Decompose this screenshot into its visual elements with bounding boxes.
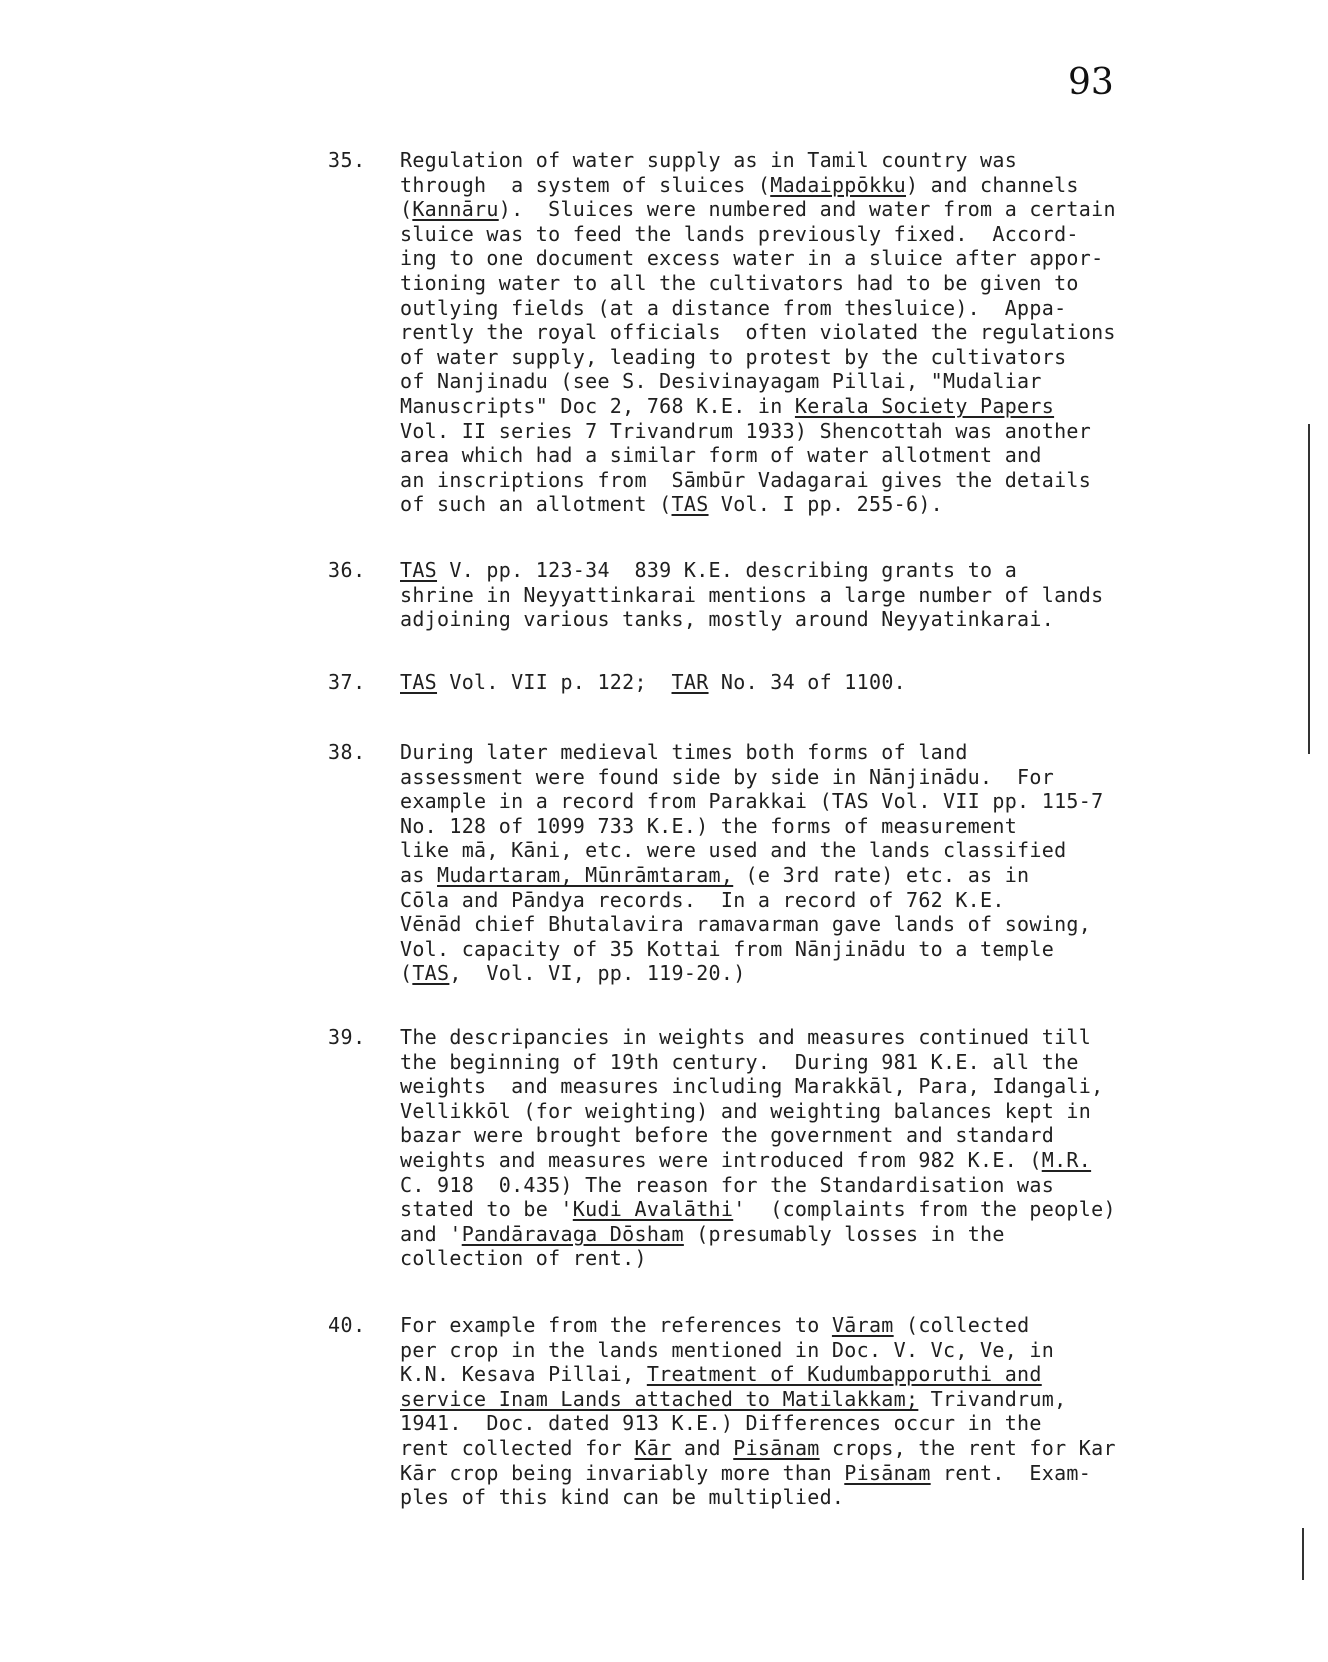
underlined-reference: Kerala Society Papers xyxy=(794,393,1055,418)
text-line xyxy=(400,419,1116,444)
text-run: weights and measures including Marakkāl, Para, Idangali, xyxy=(400,1074,1104,1099)
text-line xyxy=(400,1411,1116,1436)
underlined-reference: Pisānam xyxy=(733,1435,820,1460)
text-run: of such an allotment ( xyxy=(400,492,672,517)
text-run: Vol. capacity of 35 Kottai from Nānjinādu to a temple xyxy=(400,936,1055,961)
text-run: ). Sluices were numbered and water from a certain xyxy=(498,197,1116,222)
text-run: collection of rent.) xyxy=(400,1246,647,1271)
text-run: ' (complaints from the people) xyxy=(733,1197,1116,1222)
text-run: and xyxy=(671,1435,734,1460)
text-line xyxy=(400,173,1116,198)
text-line xyxy=(400,246,1116,271)
margin-line xyxy=(1308,424,1310,754)
text-run: stated to be ' xyxy=(400,1197,573,1222)
footnote-number: 36. xyxy=(328,558,366,582)
text-line xyxy=(400,583,1103,608)
text-run: example in a record from Parakkai (TAS Vol. VII pp. 115-7 xyxy=(400,789,1104,814)
text-run: Vol. II series 7 Trivandrum 1933) Shencottah was another xyxy=(400,418,1092,443)
text-line xyxy=(400,607,1103,632)
footnote-text xyxy=(400,1313,1116,1510)
text-line xyxy=(400,468,1116,493)
text-line xyxy=(400,740,1103,765)
text-run: ) and channels xyxy=(906,172,1079,197)
text-run: ( xyxy=(400,197,413,222)
underlined-reference: Pisānam xyxy=(844,1460,931,1485)
text-line xyxy=(400,369,1116,394)
text-line xyxy=(400,271,1116,296)
text-line xyxy=(400,937,1103,962)
underlined-reference: TAR xyxy=(671,670,709,694)
text-line xyxy=(400,1461,1116,1486)
text-line xyxy=(400,670,906,695)
text-run: K.N. Kesava Pillai, xyxy=(400,1362,647,1387)
text-run: the beginning of 19th century. During 981 K.E. all the xyxy=(400,1049,1079,1074)
text-line xyxy=(400,1025,1116,1050)
footnote-text xyxy=(400,148,1116,517)
text-line xyxy=(400,1074,1116,1099)
text-run: Vellikkōl (for weighting) and weighting balances kept in xyxy=(400,1098,1092,1123)
text-run: rent. Exam- xyxy=(930,1460,1092,1485)
text-run: (collected xyxy=(893,1313,1030,1337)
text-run: through a system of sluices ( xyxy=(400,172,771,197)
text-run: bazar were brought before the government and standard xyxy=(400,1123,1055,1148)
text-run: Cōla and Pāndya records. In a record of 762 K.E. xyxy=(400,887,1005,912)
text-line xyxy=(400,961,1103,986)
text-run: and ' xyxy=(400,1221,462,1246)
text-line xyxy=(400,443,1116,468)
underlined-reference: Kannāru xyxy=(412,197,499,222)
footnote-number: 40. xyxy=(328,1313,366,1337)
text-line xyxy=(400,1099,1116,1124)
text-run: an inscriptions from Sāmbūr Vadagarai gives the details xyxy=(400,467,1092,492)
text-line xyxy=(400,1485,1116,1510)
text-line xyxy=(400,197,1116,222)
text-line xyxy=(400,1436,1116,1461)
text-run: ing to one document excess water in a sluice after appor- xyxy=(400,246,1104,271)
text-line xyxy=(400,912,1103,937)
underlined-reference: Vāram xyxy=(831,1313,894,1337)
underlined-reference: TAS xyxy=(412,961,450,986)
text-run: as xyxy=(400,862,438,887)
text-line xyxy=(400,345,1116,370)
text-run: The descripancies in weights and measures continued till xyxy=(400,1025,1092,1049)
text-run: rently the royal officials often violated the regulations xyxy=(400,320,1116,345)
text-line xyxy=(400,1050,1116,1075)
text-run: Vēnād chief Bhutalavira ramavarman gave lands of sowing, xyxy=(400,912,1092,937)
text-run: V. pp. 123-34 839 K.E. describing grants to a xyxy=(437,558,1018,582)
footnote-text xyxy=(400,558,1103,632)
text-run: crops, the rent for Kar xyxy=(819,1435,1116,1460)
text-line xyxy=(400,320,1116,345)
text-line xyxy=(400,1338,1116,1363)
page-number: 93 xyxy=(1068,62,1114,103)
text-run: (e 3rd rate) etc. as in xyxy=(733,862,1030,887)
footnote-number: 38. xyxy=(328,740,366,764)
text-run: For example from the references to xyxy=(400,1313,832,1337)
text-run: During later medieval times both forms of land xyxy=(400,740,968,764)
underlined-reference: M.R. xyxy=(1041,1147,1092,1172)
text-run: tioning water to all the cultivators had to be given to xyxy=(400,270,1079,295)
text-run: weights and measures were introduced from 982 K.E. ( xyxy=(400,1147,1042,1172)
text-run: of water supply, leading to protest by the cultivators xyxy=(400,344,1067,369)
text-run: C. 918 0.435) The reason for the Standardisation was xyxy=(400,1172,1055,1197)
text-run: 1941. Doc. dated 913 K.E.) Differences occur in the xyxy=(400,1411,1042,1436)
footnote-number: 35. xyxy=(328,148,366,172)
underlined-reference: Mudartaram, Mūnrāmtaram, xyxy=(437,862,734,887)
footnote-text xyxy=(400,740,1103,986)
text-run: outlying fields (at a distance from thesluice). Appa- xyxy=(400,295,1067,320)
footnote-number: 37. xyxy=(328,670,366,694)
footnote-text xyxy=(400,1025,1116,1271)
text-line xyxy=(400,1313,1116,1338)
text-run: area which had a similar form of water allotment and xyxy=(400,443,1042,468)
text-line xyxy=(400,838,1103,863)
text-line xyxy=(400,1362,1116,1387)
text-line xyxy=(400,148,1116,173)
text-run: ples of this kind can be multiplied. xyxy=(400,1485,845,1510)
text-run: (presumably losses in the xyxy=(683,1221,1005,1246)
text-run: sluice was to feed the lands previously fixed. Accord- xyxy=(400,221,1079,246)
text-line xyxy=(400,1197,1116,1222)
text-line xyxy=(400,1173,1116,1198)
text-run: per crop in the lands mentioned in Doc. V. Vc, Ve, in xyxy=(400,1337,1055,1362)
underlined-reference: Madaippōkku xyxy=(770,172,906,197)
text-line xyxy=(400,765,1103,790)
text-line xyxy=(400,1387,1116,1412)
text-line xyxy=(400,814,1103,839)
text-run: Trivandrum, xyxy=(918,1386,1067,1411)
text-line xyxy=(400,222,1116,247)
text-line xyxy=(400,1246,1116,1271)
underlined-reference: TAS xyxy=(400,670,438,694)
text-run: Manuscripts" Doc 2, 768 K.E. in xyxy=(400,393,795,418)
text-line xyxy=(400,492,1116,517)
text-line xyxy=(400,1148,1116,1173)
text-run: Regulation of water supply as in Tamil country was xyxy=(400,148,1018,172)
text-run: No. 34 of 1100. xyxy=(708,670,907,694)
footnote-number: 39. xyxy=(328,1025,366,1049)
text-run: rent collected for xyxy=(400,1435,635,1460)
underlined-reference: service Inam Lands attached to Matilakkam; xyxy=(400,1386,919,1411)
underlined-reference: Kudi Avalāthi xyxy=(572,1197,734,1222)
text-line xyxy=(400,558,1103,583)
text-line xyxy=(400,789,1103,814)
underlined-reference: Treatment of Kudumbapporuthi and xyxy=(646,1362,1042,1387)
text-run: of Nanjinadu (see S. Desivinayagam Pillai, "Mudaliar xyxy=(400,369,1042,394)
underlined-reference: Pandāravaga Dōsham xyxy=(461,1221,684,1246)
underlined-reference: Kār xyxy=(634,1435,672,1460)
underlined-reference: TAS xyxy=(400,558,438,582)
margin-line xyxy=(1302,1528,1304,1580)
text-run: like mā, Kāni, etc. were used and the lands classified xyxy=(400,838,1067,863)
text-run: Kār crop being invariably more than xyxy=(400,1460,845,1485)
text-run: Vol. I pp. 255-6). xyxy=(708,492,944,517)
text-line xyxy=(400,1222,1116,1247)
text-run: shrine in Neyyattinkarai mentions a large number of lands xyxy=(400,582,1104,607)
text-run: ( xyxy=(400,961,413,986)
text-run: adjoining various tanks, mostly around Neyyatinkarai. xyxy=(400,607,1055,632)
text-line xyxy=(400,394,1116,419)
text-run: assessment were found side by side in Nānjinādu. For xyxy=(400,764,1055,789)
underlined-reference: TAS xyxy=(671,492,709,517)
footnote-text xyxy=(400,670,906,695)
text-line xyxy=(400,888,1103,913)
text-run: No. 128 of 1099 733 K.E.) the forms of measurement xyxy=(400,813,1018,838)
text-line xyxy=(400,296,1116,321)
text-run: Vol. VII p. 122; xyxy=(437,670,672,694)
text-line xyxy=(400,1123,1116,1148)
text-run: , Vol. VI, pp. 119-20.) xyxy=(449,961,746,986)
text-line xyxy=(400,863,1103,888)
